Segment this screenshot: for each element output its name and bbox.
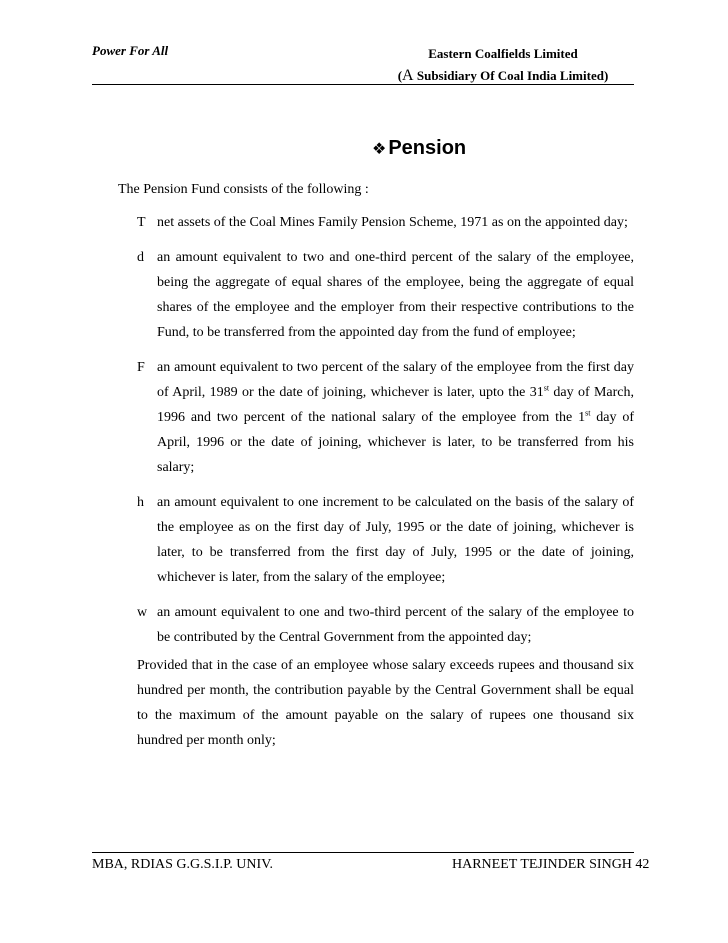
item-marker: T xyxy=(137,215,146,230)
list-item xyxy=(137,355,634,480)
item-marker: F xyxy=(137,360,145,375)
subsidiary-a: A xyxy=(402,67,414,84)
footer-author: HARNEET TEJINDER SINGH xyxy=(452,857,632,872)
item-marker: h xyxy=(137,495,144,510)
ordinal-suffix: st xyxy=(585,408,591,418)
pension-items-list xyxy=(137,210,634,660)
footer-right xyxy=(452,857,649,873)
page-number: 42 xyxy=(635,857,650,872)
ordinal-suffix: st xyxy=(543,383,550,393)
list-item xyxy=(137,210,634,235)
footer-left: MBA, RDIAS G.G.S.I.P. UNIV. xyxy=(92,857,273,872)
proviso-paragraph: Provided that in the case of an employee whose salary exceeds rupees and thousand six hundred per month, the contribution payable by the Central Government shall be equal to the maximum of the amount payable on the salary of rupees one thousand six hundred per month only; xyxy=(137,658,634,748)
header-left: Power For All xyxy=(92,43,169,58)
item-text-part: day of April, 1996 or the date of joining, whichever is later, to be transferred from his salary; xyxy=(157,410,634,475)
item-marker: w xyxy=(137,605,148,620)
header-rule xyxy=(92,84,634,85)
item-text: an amount equivalent to one increment to be calculated on the basis of the salary of the employee as on the first day of July, 1995 or the date of joining, whichever is later, to be transferred from the first day of July, 1995 or the date of joining, whichever is later, from the salary of the employee; xyxy=(157,495,634,585)
diamond-bullet-icon: ❖ xyxy=(372,141,387,158)
section-title xyxy=(372,137,466,160)
list-item xyxy=(137,245,634,345)
list-item xyxy=(137,600,634,650)
intro-text: The Pension Fund consists of the following : xyxy=(118,182,369,197)
item-text xyxy=(157,355,634,480)
header-right xyxy=(372,43,634,87)
list-item xyxy=(137,490,634,590)
section-title-text: Pension xyxy=(388,137,467,159)
header-company: Eastern Coalfields Limited xyxy=(428,46,578,61)
item-text-part: an amount equivalent to two percent of the salary of the employee from the first day of April, 1989 or the date of joining, whichever is later, upto the 31 xyxy=(157,360,634,400)
item-text: net assets of the Coal Mines Family Pension Scheme, 1971 as on the appointed day; xyxy=(157,215,628,230)
item-text: an amount equivalent to two and one-third percent of the salary of the employee, being the aggregate of equal shares of the employee, being the aggregate of equal shares of the employee and the employer from their respective contributions to the Fund, to be transferred from the appointed day from the fund of employee; xyxy=(157,250,634,340)
item-text-part: day of March, 1996 and two percent of the national salary of the employee from the 1 xyxy=(157,385,634,425)
footer-rule xyxy=(92,852,634,853)
item-text: an amount equivalent to one and two-third percent of the salary of the employee to be contributed by the Central Government from the appointed day; xyxy=(157,605,634,645)
item-marker: d xyxy=(137,250,144,265)
subsidiary-open: ( xyxy=(397,68,403,83)
subsidiary-rest: Subsidiary Of Coal India Limited) xyxy=(413,68,609,83)
